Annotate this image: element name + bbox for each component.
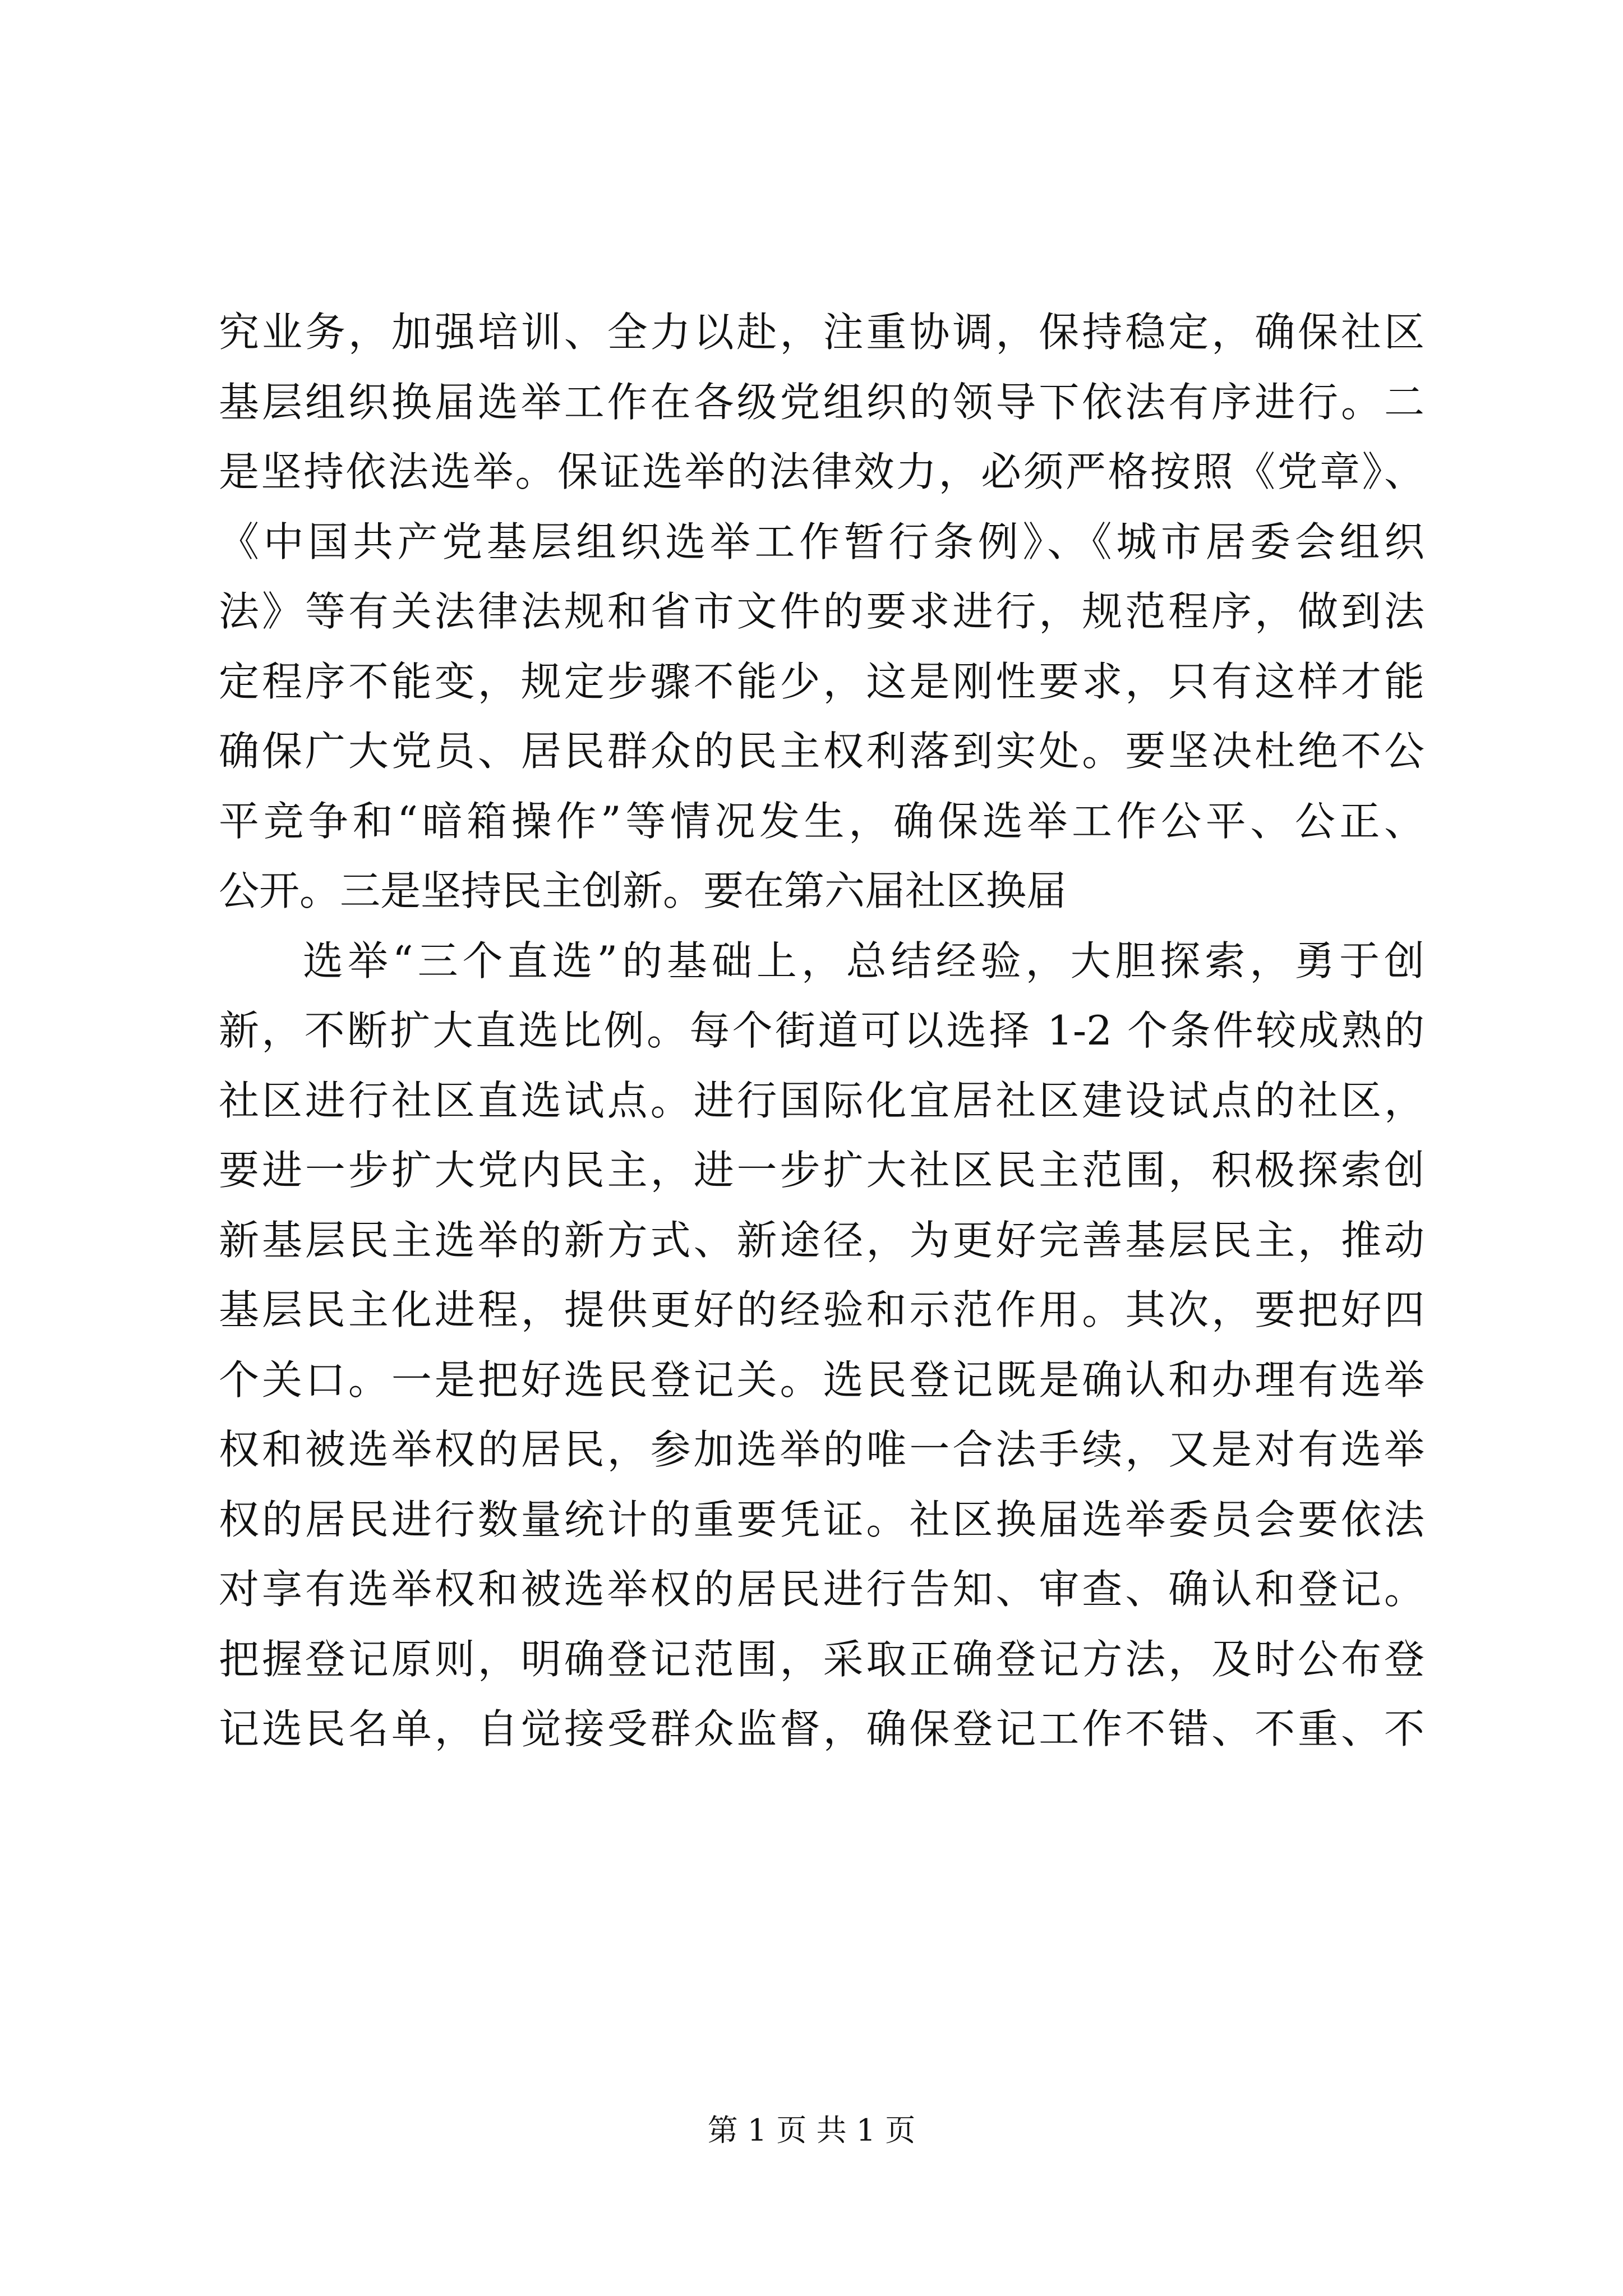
text-line: 记选民名单，自觉接受群众监督，确保登记工作不错、不重、不 [219,1705,1424,1752]
text-line: 对享有选举权和被选举权的居民进行告知、审查、确认和登记。 [219,1566,1424,1613]
text-line: 个关口。一是把好选民登记关。选民登记既是确认和办理有选举 [219,1356,1424,1404]
page-number-footer: 第 1 页 共 1 页 [707,2113,916,2148]
text-line: 选举“三个直选”的基础上，总结经验，大胆探索，勇于创 [303,937,1424,984]
body-text [219,297,1424,1764]
text-line: 新，不断扩大直选比例。每个街道可以选择 1-2 个条件较成熟的 [219,1007,1424,1054]
text-line: 权和被选举权的居民，参加选举的唯一合法手续，又是对有选举 [219,1426,1424,1473]
text-line: 定程序不能变，规定步骤不能少，这是刚性要求，只有这样才能 [219,657,1424,705]
text-line: 社区进行社区直选试点。进行国际化宜居社区建设试点的社区， [219,1076,1424,1124]
text-line: 《中国共产党基层组织选举工作暂行条例》、《城市居委会组织 [219,518,1424,565]
text-line: 法》等有关法律法规和省市文件的要求进行，规范程序，做到法 [219,588,1424,635]
text-line: 把握登记原则，明确登记范围，采取正确登记方法，及时公布登 [219,1635,1424,1683]
text-line: 基层民主化进程，提供更好的经验和示范作用。其次，要把好四 [219,1286,1424,1333]
text-line: 确保广大党员、居民群众的民主权利落到实处。要坚决杜绝不公 [219,728,1424,775]
text-line: 平竞争和“暗箱操作”等情况发生，确保选举工作公平、公正、 [219,797,1424,845]
text-line: 新基层民主选举的新方式、新途径，为更好完善基层民主，推动 [219,1216,1424,1264]
text-line: 要进一步扩大党内民主，进一步扩大社区民主范围，积极探索创 [219,1147,1424,1194]
text-line: 基层组织换届选举工作在各级党组织的领导下依法有序进行。二 [219,378,1424,426]
text-line: 权的居民进行数量统计的重要凭证。社区换届选举委员会要依法 [219,1496,1424,1543]
text-line: 究业务，加强培训、全力以赴，注重协调，保持稳定，确保社区 [219,309,1424,356]
text-line: 是坚持依法选举。保证选举的法律效力，必须严格按照《党章》、 [219,448,1424,495]
text-line: 公开。三是坚持民主创新。要在第六届社区换届 [219,867,1067,914]
